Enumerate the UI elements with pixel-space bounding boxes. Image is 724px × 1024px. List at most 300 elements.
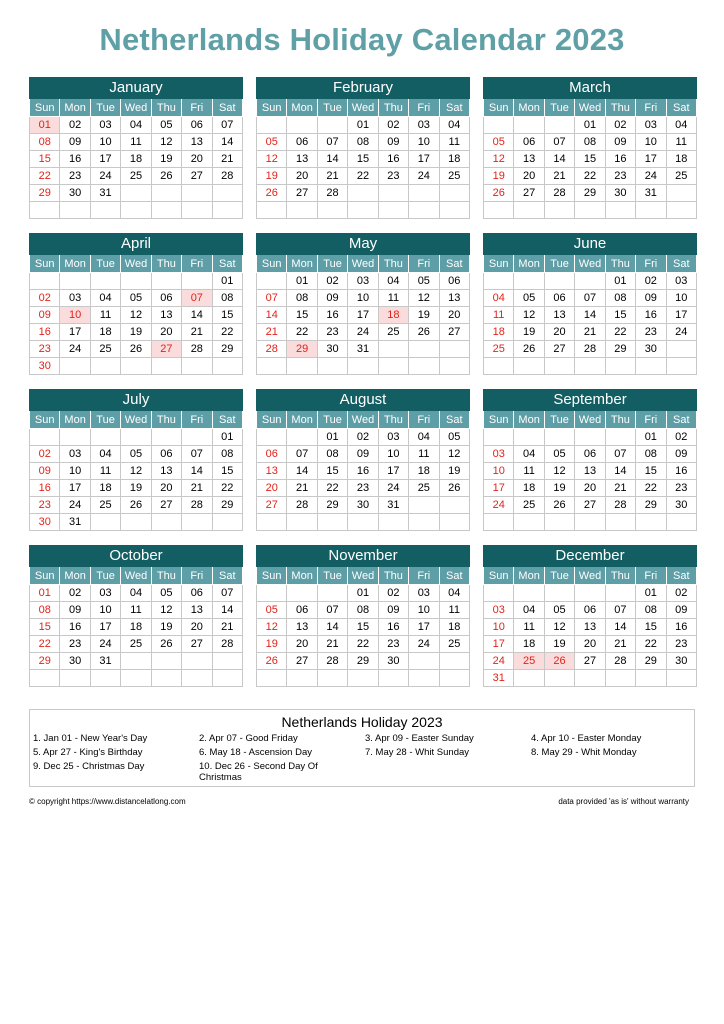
day-cell: 09 (378, 602, 408, 619)
weekday-header: Thu (151, 99, 181, 117)
day-cell: 02 (60, 585, 90, 602)
day-cell: 16 (60, 151, 90, 168)
weekday-header: Thu (151, 567, 181, 585)
month-april (29, 233, 243, 375)
day-cell: 08 (575, 134, 605, 151)
week-row (484, 341, 697, 358)
week-row (257, 168, 470, 185)
empty-cell (378, 670, 408, 687)
day-cell: 12 (257, 619, 287, 636)
weekday-header: Sun (484, 255, 514, 273)
day-cell: 12 (121, 463, 151, 480)
week-row (30, 446, 243, 463)
empty-cell (121, 358, 151, 375)
empty-cell (30, 202, 60, 219)
day-cell: 16 (317, 307, 347, 324)
week-row (30, 117, 243, 134)
week-row (484, 358, 697, 375)
empty-cell (484, 514, 514, 531)
month-title: April (29, 233, 243, 255)
day-cell: 11 (378, 290, 408, 307)
week-row (257, 480, 470, 497)
day-cell: 28 (212, 636, 242, 653)
day-cell: 13 (287, 619, 317, 636)
week-row (257, 653, 470, 670)
day-cell: 21 (212, 151, 242, 168)
day-cell: 18 (514, 480, 544, 497)
day-cell: 25 (90, 497, 120, 514)
empty-cell (484, 358, 514, 375)
week-row (30, 636, 243, 653)
empty-cell (30, 670, 60, 687)
day-cell: 22 (30, 168, 60, 185)
day-cell: 05 (409, 273, 439, 290)
holiday-item: 5. Apr 27 - King's Birthday (33, 747, 143, 758)
day-cell: 03 (378, 429, 408, 446)
empty-cell (257, 585, 287, 602)
week-row (257, 636, 470, 653)
month-table (29, 411, 243, 531)
week-row (30, 307, 243, 324)
weekday-header: Wed (121, 99, 151, 117)
day-cell: 23 (348, 480, 378, 497)
day-cell: 14 (544, 151, 574, 168)
empty-cell (439, 497, 469, 514)
weekday-header: Tue (544, 567, 574, 585)
day-cell: 10 (409, 602, 439, 619)
day-cell: 31 (484, 670, 514, 687)
day-cell: 10 (90, 602, 120, 619)
day-cell: 03 (348, 273, 378, 290)
day-cell: 29 (575, 185, 605, 202)
empty-cell (182, 514, 212, 531)
week-row (30, 185, 243, 202)
week-row (257, 307, 470, 324)
empty-cell (514, 670, 544, 687)
day-cell: 07 (287, 446, 317, 463)
day-cell: 14 (212, 602, 242, 619)
week-row (257, 273, 470, 290)
day-cell: 27 (257, 497, 287, 514)
week-row (30, 429, 243, 446)
weekday-header: Tue (544, 255, 574, 273)
week-row (484, 117, 697, 134)
empty-cell (90, 670, 120, 687)
day-cell: 27 (514, 185, 544, 202)
day-cell: 27 (439, 324, 469, 341)
weekday-header: Tue (544, 411, 574, 429)
weekday-row (484, 411, 697, 429)
month-may (256, 233, 470, 375)
day-cell: 18 (439, 151, 469, 168)
empty-cell (544, 429, 574, 446)
empty-cell (287, 429, 317, 446)
day-cell: 28 (317, 653, 347, 670)
day-cell: 12 (257, 151, 287, 168)
day-cell: 21 (317, 168, 347, 185)
empty-cell (257, 670, 287, 687)
weekday-header: Wed (348, 567, 378, 585)
empty-cell (60, 429, 90, 446)
month-october (29, 545, 243, 687)
day-cell: 21 (182, 480, 212, 497)
day-cell: 03 (484, 446, 514, 463)
day-cell: 24 (484, 497, 514, 514)
empty-cell (409, 670, 439, 687)
day-cell: 22 (212, 324, 242, 341)
month-title: February (256, 77, 470, 99)
day-cell: 03 (60, 290, 90, 307)
empty-cell (287, 117, 317, 134)
day-cell: 24 (409, 168, 439, 185)
empty-cell (409, 185, 439, 202)
day-cell: 11 (514, 463, 544, 480)
empty-cell (575, 358, 605, 375)
week-row (257, 358, 470, 375)
week-row (30, 324, 243, 341)
day-cell: 15 (287, 307, 317, 324)
day-cell: 10 (60, 463, 90, 480)
weekday-header: Wed (348, 255, 378, 273)
empty-cell (575, 670, 605, 687)
day-cell: 03 (90, 585, 120, 602)
empty-cell (151, 514, 181, 531)
day-cell: 06 (182, 585, 212, 602)
day-cell: 13 (544, 307, 574, 324)
day-cell: 15 (30, 151, 60, 168)
week-row (484, 290, 697, 307)
day-cell: 04 (484, 290, 514, 307)
day-cell: 30 (378, 653, 408, 670)
month-february (256, 77, 470, 219)
weekday-header: Fri (409, 255, 439, 273)
month-august (256, 389, 470, 531)
empty-cell (605, 202, 635, 219)
empty-cell (317, 514, 347, 531)
empty-cell (212, 514, 242, 531)
day-cell: 20 (575, 636, 605, 653)
day-cell: 26 (544, 497, 574, 514)
day-cell: 11 (90, 307, 120, 324)
month-table (483, 255, 697, 375)
weekday-header: Fri (636, 411, 666, 429)
day-cell: 07 (575, 290, 605, 307)
month-title: August (256, 389, 470, 411)
day-cell: 06 (257, 446, 287, 463)
day-cell: 01 (605, 273, 635, 290)
weekday-header: Sat (666, 411, 696, 429)
empty-cell (514, 514, 544, 531)
day-cell: 28 (605, 497, 635, 514)
weekday-header: Thu (605, 411, 635, 429)
weekday-header: Tue (90, 567, 120, 585)
day-cell: 08 (30, 134, 60, 151)
day-cell: 04 (90, 446, 120, 463)
day-cell: 14 (257, 307, 287, 324)
week-row (257, 514, 470, 531)
day-cell: 19 (121, 324, 151, 341)
month-title: December (483, 545, 697, 567)
day-cell: 23 (317, 324, 347, 341)
day-cell: 25 (666, 168, 696, 185)
weekday-header: Tue (317, 567, 347, 585)
day-cell: 16 (666, 463, 696, 480)
day-cell: 12 (151, 134, 181, 151)
empty-cell (90, 514, 120, 531)
weekday-row (484, 567, 697, 585)
day-cell: 17 (666, 307, 696, 324)
day-cell: 21 (287, 480, 317, 497)
day-cell: 09 (30, 307, 60, 324)
day-cell: 19 (484, 168, 514, 185)
day-cell: 16 (378, 151, 408, 168)
day-cell: 16 (348, 463, 378, 480)
empty-cell (121, 202, 151, 219)
day-cell: 08 (317, 446, 347, 463)
day-cell: 25 (409, 480, 439, 497)
day-cell: 20 (544, 324, 574, 341)
weekday-header: Sat (212, 411, 242, 429)
week-row (484, 202, 697, 219)
day-cell: 01 (30, 117, 60, 134)
empty-cell (60, 273, 90, 290)
day-cell: 19 (257, 168, 287, 185)
day-cell: 22 (212, 480, 242, 497)
empty-cell (439, 514, 469, 531)
day-cell: 07 (317, 602, 347, 619)
empty-cell (151, 670, 181, 687)
week-row (30, 670, 243, 687)
week-row (484, 429, 697, 446)
day-cell: 17 (484, 480, 514, 497)
empty-cell (378, 358, 408, 375)
week-row (484, 619, 697, 636)
weekday-header: Sat (439, 255, 469, 273)
empty-cell (182, 653, 212, 670)
day-cell: 13 (257, 463, 287, 480)
empty-cell (257, 202, 287, 219)
day-cell: 07 (182, 446, 212, 463)
empty-cell (151, 429, 181, 446)
empty-cell (409, 202, 439, 219)
empty-cell (151, 202, 181, 219)
day-cell: 26 (439, 480, 469, 497)
day-cell: 23 (378, 168, 408, 185)
day-cell: 09 (605, 134, 635, 151)
empty-cell (666, 514, 696, 531)
empty-cell (212, 653, 242, 670)
weekday-header: Mon (514, 99, 544, 117)
empty-cell (378, 202, 408, 219)
weekday-header: Sun (30, 99, 60, 117)
weekday-header: Thu (605, 567, 635, 585)
day-cell: 18 (121, 619, 151, 636)
empty-cell (182, 358, 212, 375)
empty-cell (409, 341, 439, 358)
empty-cell (90, 273, 120, 290)
empty-cell (575, 273, 605, 290)
day-cell: 06 (575, 602, 605, 619)
day-cell: 04 (409, 429, 439, 446)
empty-cell (439, 358, 469, 375)
empty-cell (544, 117, 574, 134)
day-cell: 24 (484, 653, 514, 670)
day-cell: 14 (212, 134, 242, 151)
day-cell: 29 (636, 653, 666, 670)
week-row (257, 290, 470, 307)
day-cell: 20 (151, 324, 181, 341)
day-cell: 11 (439, 602, 469, 619)
day-cell: 12 (409, 290, 439, 307)
holiday-item: 4. Apr 10 - Easter Monday (531, 733, 642, 744)
empty-cell (575, 202, 605, 219)
day-cell: 16 (30, 324, 60, 341)
day-cell: 04 (90, 290, 120, 307)
day-cell: 19 (409, 307, 439, 324)
weekday-header: Mon (60, 99, 90, 117)
day-cell: 27 (544, 341, 574, 358)
day-cell: 23 (636, 324, 666, 341)
empty-cell (575, 429, 605, 446)
day-cell: 03 (409, 585, 439, 602)
day-cell: 12 (514, 307, 544, 324)
day-cell: 11 (484, 307, 514, 324)
day-cell: 07 (257, 290, 287, 307)
day-cell: 28 (605, 653, 635, 670)
day-cell: 21 (605, 636, 635, 653)
day-cell: 02 (378, 585, 408, 602)
day-cell: 30 (60, 185, 90, 202)
day-cell: 29 (317, 497, 347, 514)
empty-cell (287, 358, 317, 375)
empty-cell (90, 358, 120, 375)
day-cell: 17 (636, 151, 666, 168)
week-row (484, 636, 697, 653)
day-cell: 28 (317, 185, 347, 202)
weekday-header: Thu (378, 99, 408, 117)
day-cell: 23 (666, 636, 696, 653)
weekday-header: Sat (439, 567, 469, 585)
empty-cell (348, 185, 378, 202)
holiday-item: 3. Apr 09 - Easter Sunday (365, 733, 474, 744)
empty-cell (60, 202, 90, 219)
empty-cell (544, 202, 574, 219)
empty-cell (544, 273, 574, 290)
day-cell: 13 (182, 134, 212, 151)
day-cell: 02 (30, 290, 60, 307)
weekday-row (30, 99, 243, 117)
day-cell: 25 (514, 653, 544, 670)
day-cell: 01 (636, 585, 666, 602)
day-cell: 10 (60, 307, 90, 324)
day-cell: 25 (484, 341, 514, 358)
weekday-header: Mon (287, 99, 317, 117)
day-cell: 15 (317, 463, 347, 480)
day-cell: 23 (60, 636, 90, 653)
disclaimer-text: data provided 'as is' without warranty (558, 797, 689, 806)
day-cell: 24 (378, 480, 408, 497)
day-cell: 08 (287, 290, 317, 307)
day-cell: 03 (409, 117, 439, 134)
weekday-header: Mon (514, 255, 544, 273)
month-title: January (29, 77, 243, 99)
day-cell: 05 (121, 446, 151, 463)
day-cell: 04 (121, 117, 151, 134)
day-cell: 29 (287, 341, 317, 358)
day-cell: 25 (121, 636, 151, 653)
day-cell: 03 (636, 117, 666, 134)
day-cell: 02 (666, 585, 696, 602)
day-cell: 05 (151, 585, 181, 602)
day-cell: 09 (666, 446, 696, 463)
day-cell: 30 (636, 341, 666, 358)
month-september (483, 389, 697, 531)
month-december (483, 545, 697, 687)
day-cell: 28 (544, 185, 574, 202)
day-cell: 07 (212, 585, 242, 602)
day-cell: 28 (182, 341, 212, 358)
day-cell: 26 (257, 653, 287, 670)
weekday-header: Sun (257, 255, 287, 273)
weekday-header: Sun (257, 567, 287, 585)
day-cell: 27 (575, 653, 605, 670)
day-cell: 19 (544, 480, 574, 497)
day-cell: 11 (121, 602, 151, 619)
day-cell: 29 (30, 185, 60, 202)
day-cell: 10 (409, 134, 439, 151)
day-cell: 12 (439, 446, 469, 463)
holiday-item: 9. Dec 25 - Christmas Day (33, 761, 145, 772)
empty-cell (257, 358, 287, 375)
day-cell: 19 (257, 636, 287, 653)
day-cell: 26 (484, 185, 514, 202)
weekday-header: Fri (182, 567, 212, 585)
day-cell: 17 (348, 307, 378, 324)
day-cell: 22 (30, 636, 60, 653)
empty-cell (90, 202, 120, 219)
empty-cell (484, 585, 514, 602)
weekday-header: Fri (636, 255, 666, 273)
weekday-header: Sat (212, 567, 242, 585)
day-cell: 19 (544, 636, 574, 653)
empty-cell (666, 202, 696, 219)
week-row (484, 307, 697, 324)
weekday-row (257, 255, 470, 273)
day-cell: 02 (378, 117, 408, 134)
weekday-header: Tue (317, 411, 347, 429)
day-cell: 13 (439, 290, 469, 307)
empty-cell (666, 185, 696, 202)
day-cell: 15 (30, 619, 60, 636)
day-cell: 15 (605, 307, 635, 324)
day-cell: 14 (605, 463, 635, 480)
day-cell: 27 (575, 497, 605, 514)
week-row (30, 273, 243, 290)
day-cell: 16 (605, 151, 635, 168)
empty-cell (514, 585, 544, 602)
empty-cell (60, 358, 90, 375)
empty-cell (514, 429, 544, 446)
weekday-header: Wed (348, 411, 378, 429)
day-cell: 12 (544, 619, 574, 636)
week-row (257, 446, 470, 463)
day-cell: 27 (182, 636, 212, 653)
day-cell: 30 (317, 341, 347, 358)
empty-cell (439, 670, 469, 687)
week-row (30, 168, 243, 185)
empty-cell (212, 358, 242, 375)
day-cell: 27 (287, 653, 317, 670)
